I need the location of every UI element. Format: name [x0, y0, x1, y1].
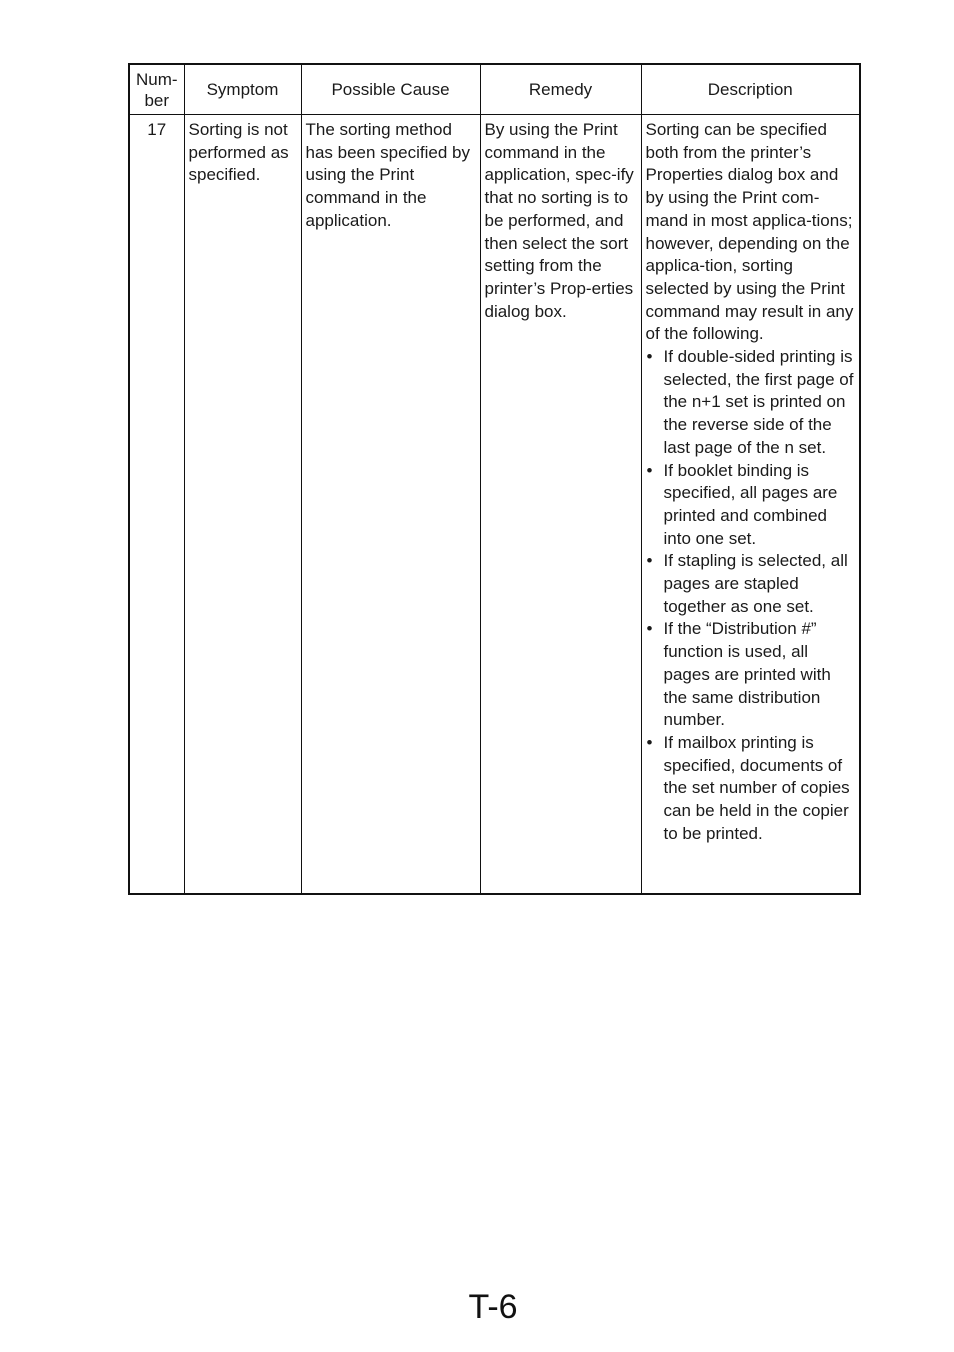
bullet-icon: • — [646, 347, 653, 367]
bullet-icon: • — [646, 460, 653, 480]
row-description — [641, 115, 860, 895]
description-intro: Sorting can be specified both from the printer’s Properties dialog box and by using the Print com-mand in most applica-tions; however, depending on the applica-tion, sorting selected by using the Print command may result in any of the following. — [645, 120, 854, 344]
table-row — [129, 115, 860, 895]
row-possible-cause: The sorting method has been specified by using the Print command in the application. — [301, 115, 480, 895]
header-remedy: Remedy — [480, 64, 641, 115]
header-number: Num- ber — [129, 64, 184, 115]
row-remedy: By using the Print command in the application, spec-ify that no sorting is to be performed, and then select the sort setting from the printer’s Prop-erties dialog box. — [480, 115, 641, 895]
bullet-text: If stapling is selected, all pages are stapled together as one set. — [663, 551, 848, 616]
header-symptom: Symptom — [184, 64, 301, 115]
table-header-row — [129, 64, 860, 115]
description-bullet-list — [646, 346, 856, 845]
bullet-icon: • — [646, 551, 653, 571]
header-possible-cause: Possible Cause — [301, 64, 480, 115]
header-description: Description — [641, 64, 860, 115]
list-item — [646, 732, 856, 846]
list-item — [646, 460, 856, 551]
bullet-text: If mailbox printing is specified, documents of the set number of copies can be held in the copier to be printed. — [663, 732, 850, 843]
list-item — [646, 550, 856, 618]
row-symptom: Sorting is not performed as specified. — [184, 115, 301, 895]
page-number: T-6 — [468, 1288, 518, 1326]
troubleshooting-table — [128, 63, 861, 895]
bullet-icon: • — [646, 619, 653, 639]
list-item — [646, 346, 856, 460]
list-item — [646, 618, 856, 732]
bullet-text: If double-sided printing is selected, the first page of the n+1 set is printed on the reverse side of the last page of the n set. — [663, 347, 854, 457]
bullet-text: If the “Distribution #” function is used, all pages are printed with the same distribution number. — [663, 619, 831, 730]
bullet-icon: • — [646, 732, 653, 752]
bullet-text: If booklet binding is specified, all pages are printed and combined into one set. — [663, 460, 838, 548]
row-number: 17 — [129, 115, 184, 895]
